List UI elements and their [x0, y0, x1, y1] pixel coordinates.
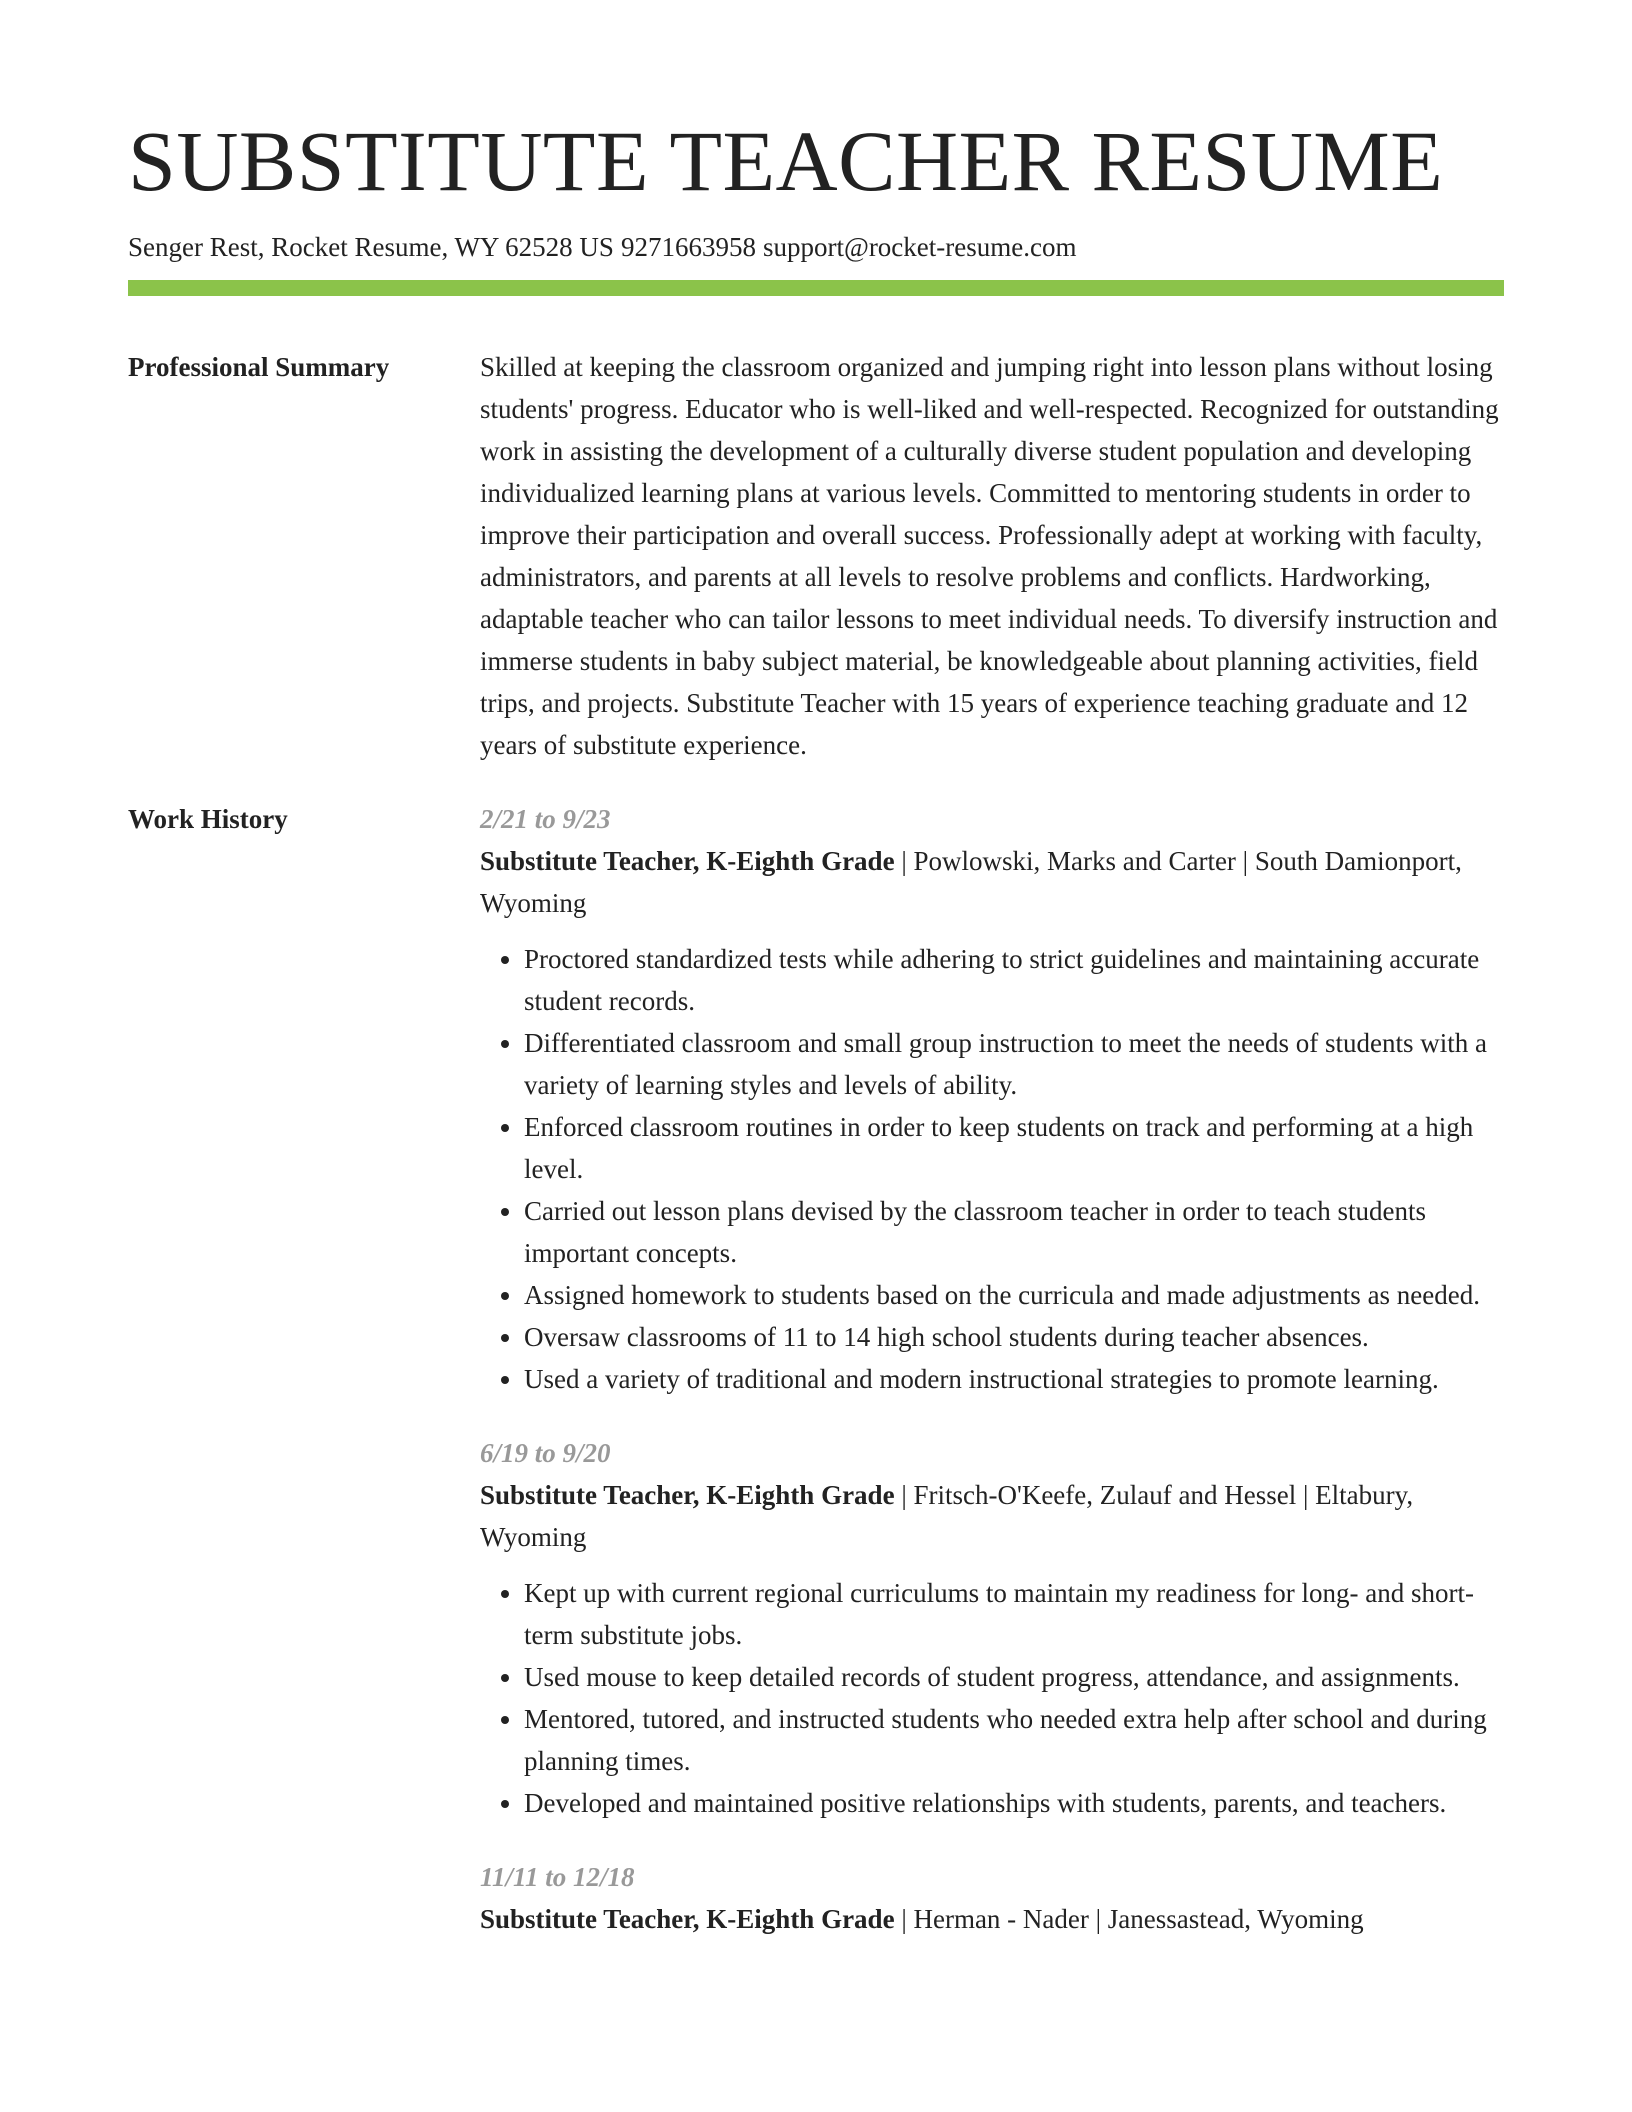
job-details: | Fritsch-O'Keefe, Zulauf and Hessel | Eltabury, Wyoming	[480, 1480, 1414, 1552]
summary-text: Skilled at keeping the classroom organized and jumping right into lesson plans without losing students' progress. Educator who is well-liked and well-respected. Recognized for outstanding work in assisting the development of a culturally diverse student population and developing individualized learning plans at various levels. Committed to mentoring students in order to improve their participation and overall success. Professionally adept at working with faculty, administrators, and parents at all levels to resolve problems and conflicts. Hardworking, adaptable teacher who can tailor lessons to meet individual needs. To diversify instruction and immerse students in baby subject material, be knowledgeable about planning activities, field trips, and projects. Substitute Teacher with 15 years of experience teaching graduate and 12 years of substitute experience.	[480, 352, 1499, 760]
job-bullet: • Oversaw classrooms of 11 to 14 high school students during teacher absences.	[524, 1316, 1504, 1358]
job-heading	[480, 1898, 1504, 1940]
accent-divider	[128, 280, 1504, 296]
job-bullet-list	[480, 1572, 1504, 1824]
job-bullet: • Enforced classroom routines in order to keep students on track and performing at a high level.	[524, 1106, 1504, 1190]
contact-phone: 9271663958	[620, 232, 756, 262]
job-dates: 6/19 to 9/20	[480, 1438, 611, 1468]
job-title: Substitute Teacher, K-Eighth Grade	[480, 1904, 895, 1934]
section-label-work-history: Work History	[128, 804, 288, 834]
job-bullet: • Assigned homework to students based on the curricula and made adjustments as needed.	[524, 1274, 1504, 1316]
job-bullet: • Proctored standardized tests while adhering to strict guidelines and maintaining accurate student records.	[524, 938, 1504, 1022]
job-bullet: • Kept up with current regional curriculums to maintain my readiness for long- and short-term substitute jobs.	[524, 1572, 1504, 1656]
professional-summary-section	[128, 346, 1504, 766]
job-bullet: • Mentored, tutored, and instructed students who needed extra help after school and during planning times.	[524, 1698, 1504, 1782]
job-details: | Powlowski, Marks and Carter | South Damionport, Wyoming	[480, 846, 1462, 918]
job-bullet: • Used a variety of traditional and modern instructional strategies to promote learning.	[524, 1358, 1504, 1400]
job-bullet: • Used mouse to keep detailed records of student progress, attendance, and assignments.	[524, 1656, 1504, 1698]
job-dates: 2/21 to 9/23	[480, 804, 611, 834]
contact-line	[128, 230, 1504, 264]
job-title: Substitute Teacher, K-Eighth Grade	[480, 1480, 895, 1510]
job-entry	[480, 1432, 1504, 1824]
job-bullet: • Developed and maintained positive relationships with students, parents, and teachers.	[524, 1782, 1504, 1824]
section-label-summary: Professional Summary	[128, 352, 390, 382]
job-heading	[480, 840, 1504, 924]
contact-address: Senger Rest, Rocket Resume, WY 62528 US	[128, 232, 614, 262]
job-bullet: • Carried out lesson plans devised by the classroom teacher in order to teach students important concepts.	[524, 1190, 1504, 1274]
job-bullet: • Differentiated classroom and small group instruction to meet the needs of students with a variety of learning styles and levels of ability.	[524, 1022, 1504, 1106]
work-history-section	[128, 798, 1504, 1940]
job-bullet-list	[480, 938, 1504, 1400]
job-title: Substitute Teacher, K-Eighth Grade	[480, 846, 895, 876]
job-entry	[480, 798, 1504, 1400]
job-dates: 11/11 to 12/18	[480, 1862, 635, 1892]
job-details: | Herman - Nader | Janessastead, Wyoming	[894, 1904, 1364, 1934]
contact-email: support@rocket-resume.com	[762, 232, 1077, 262]
job-entry	[480, 1856, 1504, 1940]
job-heading	[480, 1474, 1504, 1558]
resume-title: SUBSTITUTE TEACHER RESUME	[128, 113, 1444, 209]
work-history-list	[480, 798, 1504, 1940]
